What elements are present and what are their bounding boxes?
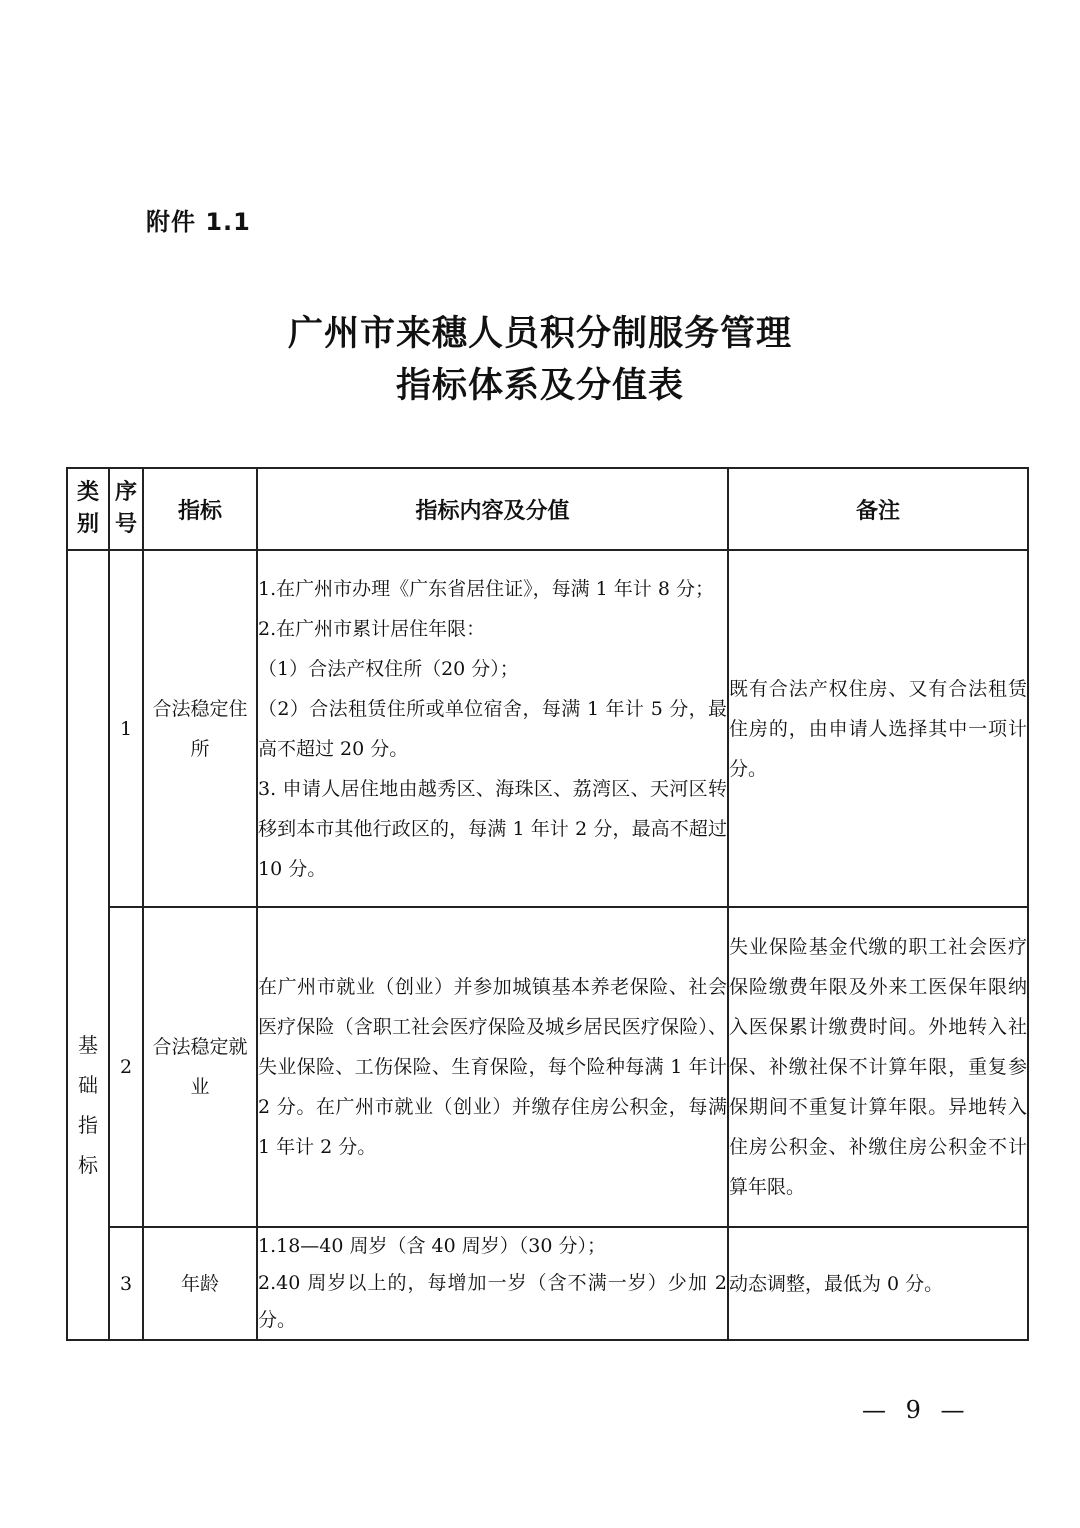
note-cell: 既有合法产权住房、又有合法租赁住房的，由申请人选择其中一项计分。 <box>728 550 1028 907</box>
table-row <box>67 907 1028 1227</box>
content-line: 2.40 周岁以上的，每增加一岁（含不满一岁）少加 2 分。 <box>258 1272 727 1331</box>
table-row <box>67 550 1028 907</box>
content-line: 2.在广州市累计居住年限： <box>258 617 486 640</box>
table-header-row <box>67 468 1028 550</box>
content-cell <box>257 1227 728 1340</box>
header-note: 备注 <box>728 468 1028 550</box>
indicator-cell: 年龄 <box>143 1227 257 1340</box>
header-indicator: 指标 <box>143 468 257 550</box>
page-number: — 9 — <box>862 1396 971 1424</box>
attachment-label: 附件 1.1 <box>146 208 251 236</box>
note-cell: 失业保险基金代缴的职工社会医疗保险缴费年限及外来工医保年限纳入医保累计缴费时间。外地转入社保、补缴社保不计算年限，重复参保期间不重复计算年限。异地转入住房公积金、补缴住房公积金不计算年限。 <box>728 907 1028 1227</box>
document-title <box>0 308 1080 412</box>
content-line: 3. 申请人居住地由越秀区、海珠区、荔湾区、天河区转移到本市其他行政区的，每满 1 年计 2 分，最高不超过 10 分。 <box>258 777 727 880</box>
seq-cell: 2 <box>109 907 143 1227</box>
note-cell: 动态调整，最低为 0 分。 <box>728 1227 1028 1340</box>
content-line: （2）合法租赁住所或单位宿舍，每满 1 年计 5 分，最高不超过 20 分。 <box>258 697 727 760</box>
title-line-1: 广州市来穗人员积分制服务管理 <box>287 314 792 354</box>
seq-cell: 1 <box>109 550 143 907</box>
table-row <box>67 1227 1028 1340</box>
content-line: （1）合法产权住所（20 分）； <box>258 657 519 680</box>
content-cell <box>257 550 728 907</box>
header-content: 指标内容及分值 <box>257 468 728 550</box>
content-cell <box>257 907 728 1227</box>
header-seq: 序号 <box>109 468 143 550</box>
header-category: 类别 <box>67 468 109 550</box>
seq-cell: 3 <box>109 1227 143 1340</box>
indicator-cell: 合法稳定就业 <box>143 907 257 1227</box>
category-cell <box>67 550 109 1340</box>
content-line: 1.在广州市办理《广东省居住证》，每满 1 年计 8 分； <box>258 577 714 600</box>
indicator-cell: 合法稳定住所 <box>143 550 257 907</box>
content-line: 1.18—40 周岁（含 40 周岁）（30 分）； <box>258 1235 606 1257</box>
indicator-score-table <box>66 467 1029 1341</box>
content-line: 在广州市就业（创业）并参加城镇基本养老保险、社会医疗保险（含职工社会医疗保险及城乡居民医疗保险）、失业保险、工伤保险、生育保险，每个险种每满 1 年计 2 分。在广州市就业（创业）并缴存住房公积金，每满 1 年计 2 分。 <box>258 976 727 1158</box>
category-label: 基础指标 <box>78 1033 98 1177</box>
title-line-2: 指标体系及分值表 <box>395 366 684 406</box>
